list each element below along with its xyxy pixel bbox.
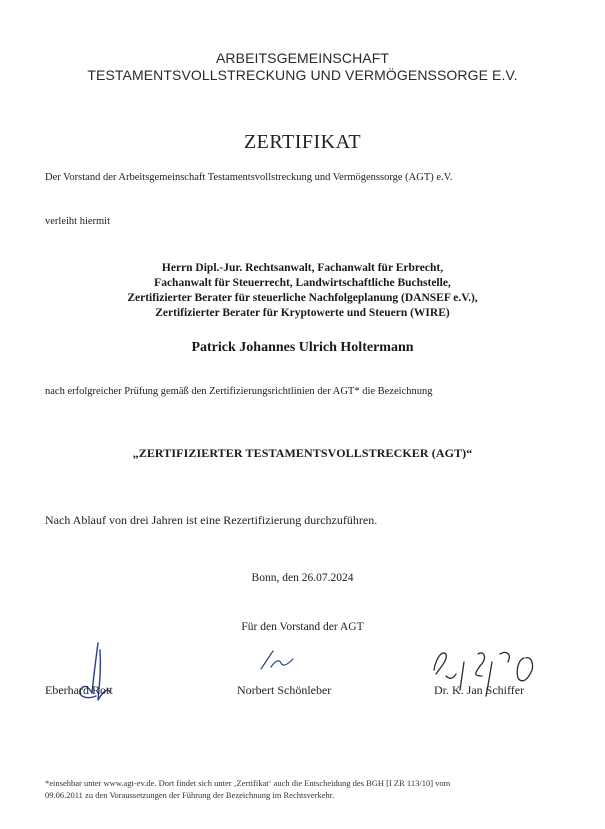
qualification-line: Fachanwalt für Steuerrecht, Landwirtschaftliche Buchstelle,	[154, 277, 451, 289]
place-date: Bonn, den 26.07.2024	[251, 572, 354, 584]
qualification-line: Zertifizierter Berater für Kryptowerte und Steuern (WIRE)	[155, 307, 450, 319]
recipient-name: Patrick Johannes Ulrich Holtermann	[191, 340, 414, 355]
qualification-line: Herrn Dipl.-Jur. Rechtsanwalt, Fachanwalt für Erbrecht,	[161, 262, 444, 274]
org-name-line2: TESTAMENTSVOLLSTRECKUNG UND VERMÖGENSSORGE E.V.	[87, 67, 518, 83]
exam-text: nach erfolgreicher Prüfung gemäß den Zertifizierungsrichtlinien der AGT* die Bezeichnung	[45, 386, 433, 397]
on-behalf-text: Für den Vorstand der AGT	[241, 621, 364, 633]
intro-text: Der Vorstand der Arbeitsgemeinschaft Testamentsvollstreckung und Vermögenssorge (AGT) e.V.	[45, 172, 453, 183]
certificate-title: ZERTIFIKAT	[243, 131, 362, 153]
org-name-line1: ARBEITSGEMEINSCHAFT	[215, 50, 390, 66]
qualification-line: Zertifizierter Berater für steuerliche Nachfolgeplanung (DANSEF e.V.),	[127, 292, 478, 304]
footnote-line2: 09.06.2011 zu den Voraussetzungen der Führung der Bezeichnung im Rechtsverkehr.	[45, 790, 335, 800]
signatory-name-2: Norbert Schönleber	[237, 683, 332, 697]
recertification-text: Nach Ablauf von drei Jahren ist eine Rezertifizierung durchzuführen.	[45, 513, 378, 527]
grants-text: verleiht hiermit	[45, 216, 111, 227]
footnote-line1: *einsehbar unter www.agt-ev.de. Dort findet sich unter ‚Zertifikat‘ auch die Entscheidung des BGH [I ZR 113/10] vom	[45, 778, 451, 788]
signature-image-2	[255, 645, 305, 675]
signatory-name-1: Eberhard Rott	[45, 683, 113, 697]
signature-image-3	[428, 640, 558, 710]
signatory-name-3: Dr. K. Jan Schiffer	[434, 683, 525, 697]
designation-title: „ZERTIFIZIERTER TESTAMENTSVOLLSTRECKER (AGT)“	[132, 446, 473, 460]
